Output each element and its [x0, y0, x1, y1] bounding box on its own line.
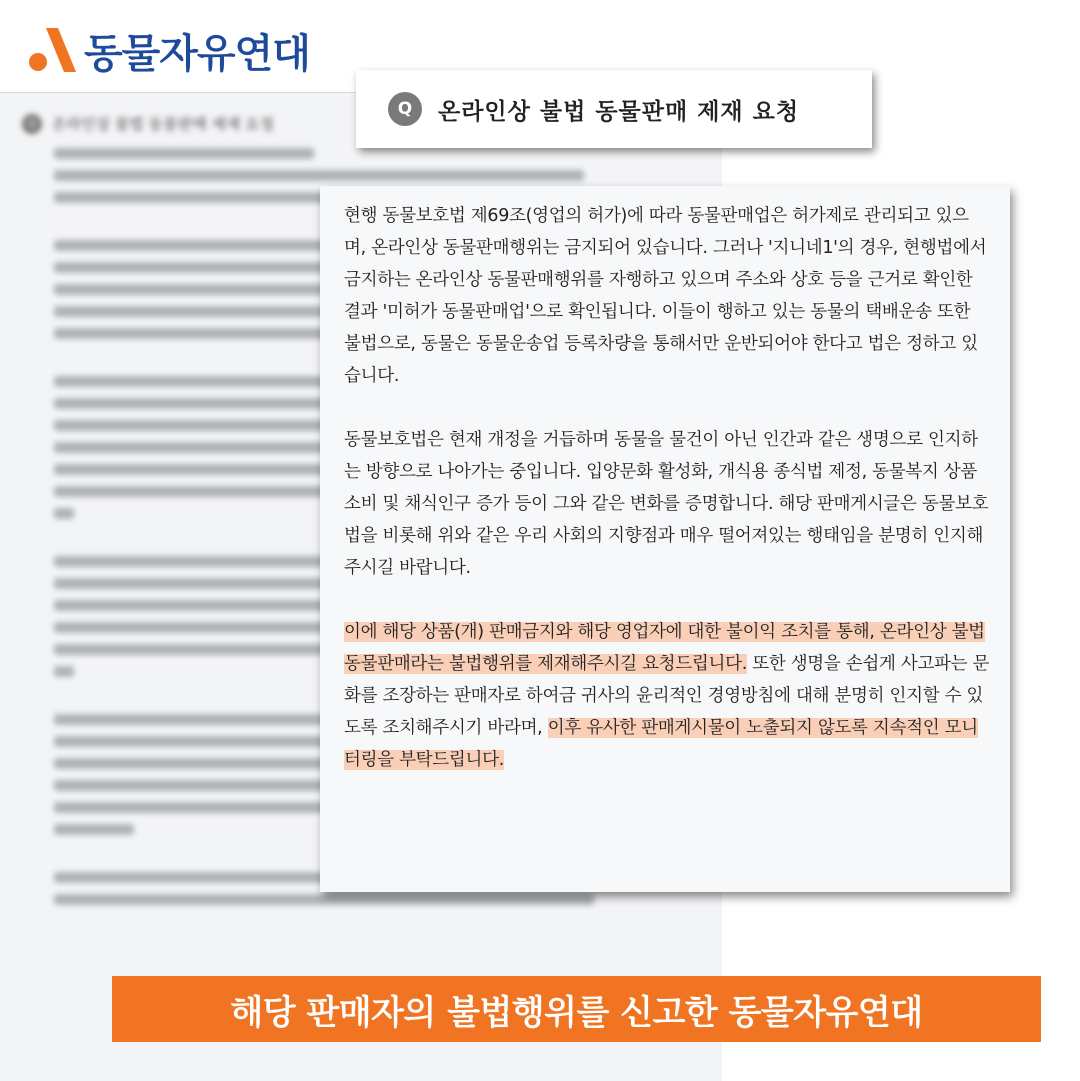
heading-title: 온라인상 불법 동물판매 제재 요청 — [438, 98, 800, 125]
background-document-title: Q 온라인상 불법 동물판매 제재 요청 — [22, 113, 722, 134]
highlighted-request: 이에 해당 상품(개) 판매금지와 해당 영업자에 대한 불이익 조치를 통해, 온라인상 불법 동물판매라는 불법행위를 제재해주시길 요청드립니다. — [344, 622, 985, 674]
letter-paragraph-3 — [344, 616, 990, 776]
caption-banner — [112, 976, 1041, 1042]
brand-name: 동물자유연대 — [84, 30, 310, 77]
caption-text: 해당 판매자의 불법행위를 신고한 동물자유연대 — [230, 992, 923, 1033]
q-icon: Q — [388, 92, 422, 126]
letter-card — [320, 186, 1010, 892]
logo-mark-icon — [24, 24, 78, 76]
brand-logo — [24, 24, 310, 76]
heading-card — [356, 70, 872, 148]
letter-paragraph-1: 현행 동물보호법 제69조(영업의 허가)에 따라 동물판매업은 허가제로 관리되고 있으며, 온라인상 동물판매행위는 금지되어 있습니다. 그러나 '지니네1'의 경우, 현행법에서 금지하는 온라인상 동물판매행위를 자행하고 있으며 주소와 상호 등을 근거로 확인한 결과 '미허가 동물판매업'으로 확인됩니다. 이들이 행하고 있는 동물의 택배운송 또한 불법으로, 동물은 동물운송업 등록차량을 통해서만 운반되어야 한다고 법은 정하고 있습니다. — [344, 206, 987, 386]
letter-paragraph-2: 동물보호법은 현재 개정을 거듭하며 동물을 물건이 아닌 인간과 같은 생명으로 인지하는 방향으로 나아가는 중입니다. 입양문화 활성화, 개식용 종식법 제정, 동물복지 상품 소비 및 채식인구 증가 등이 그와 같은 변화를 증명합니다. 해당 판매게시글은 동물보호법을 비롯해 위와 같은 우리 사회의 지향점과 매우 떨어져있는 행태임을 분명히 인지해주시길 바랍니다. — [344, 430, 989, 578]
q-icon: Q — [22, 114, 42, 134]
highlighted-monitoring-request: 이후 유사한 판매게시물이 노출되지 않도록 지속적인 모니터링을 부탁드립니다. — [344, 718, 978, 770]
letter-paragraph-3-body: 또한 생명을 손쉽게 사고파는 문화를 조장하는 판매자로 하여금 귀사의 윤리적인 경영방침에 대해 분명히 인지할 수 있도록 조치해주시기 바라며, — [344, 654, 990, 738]
